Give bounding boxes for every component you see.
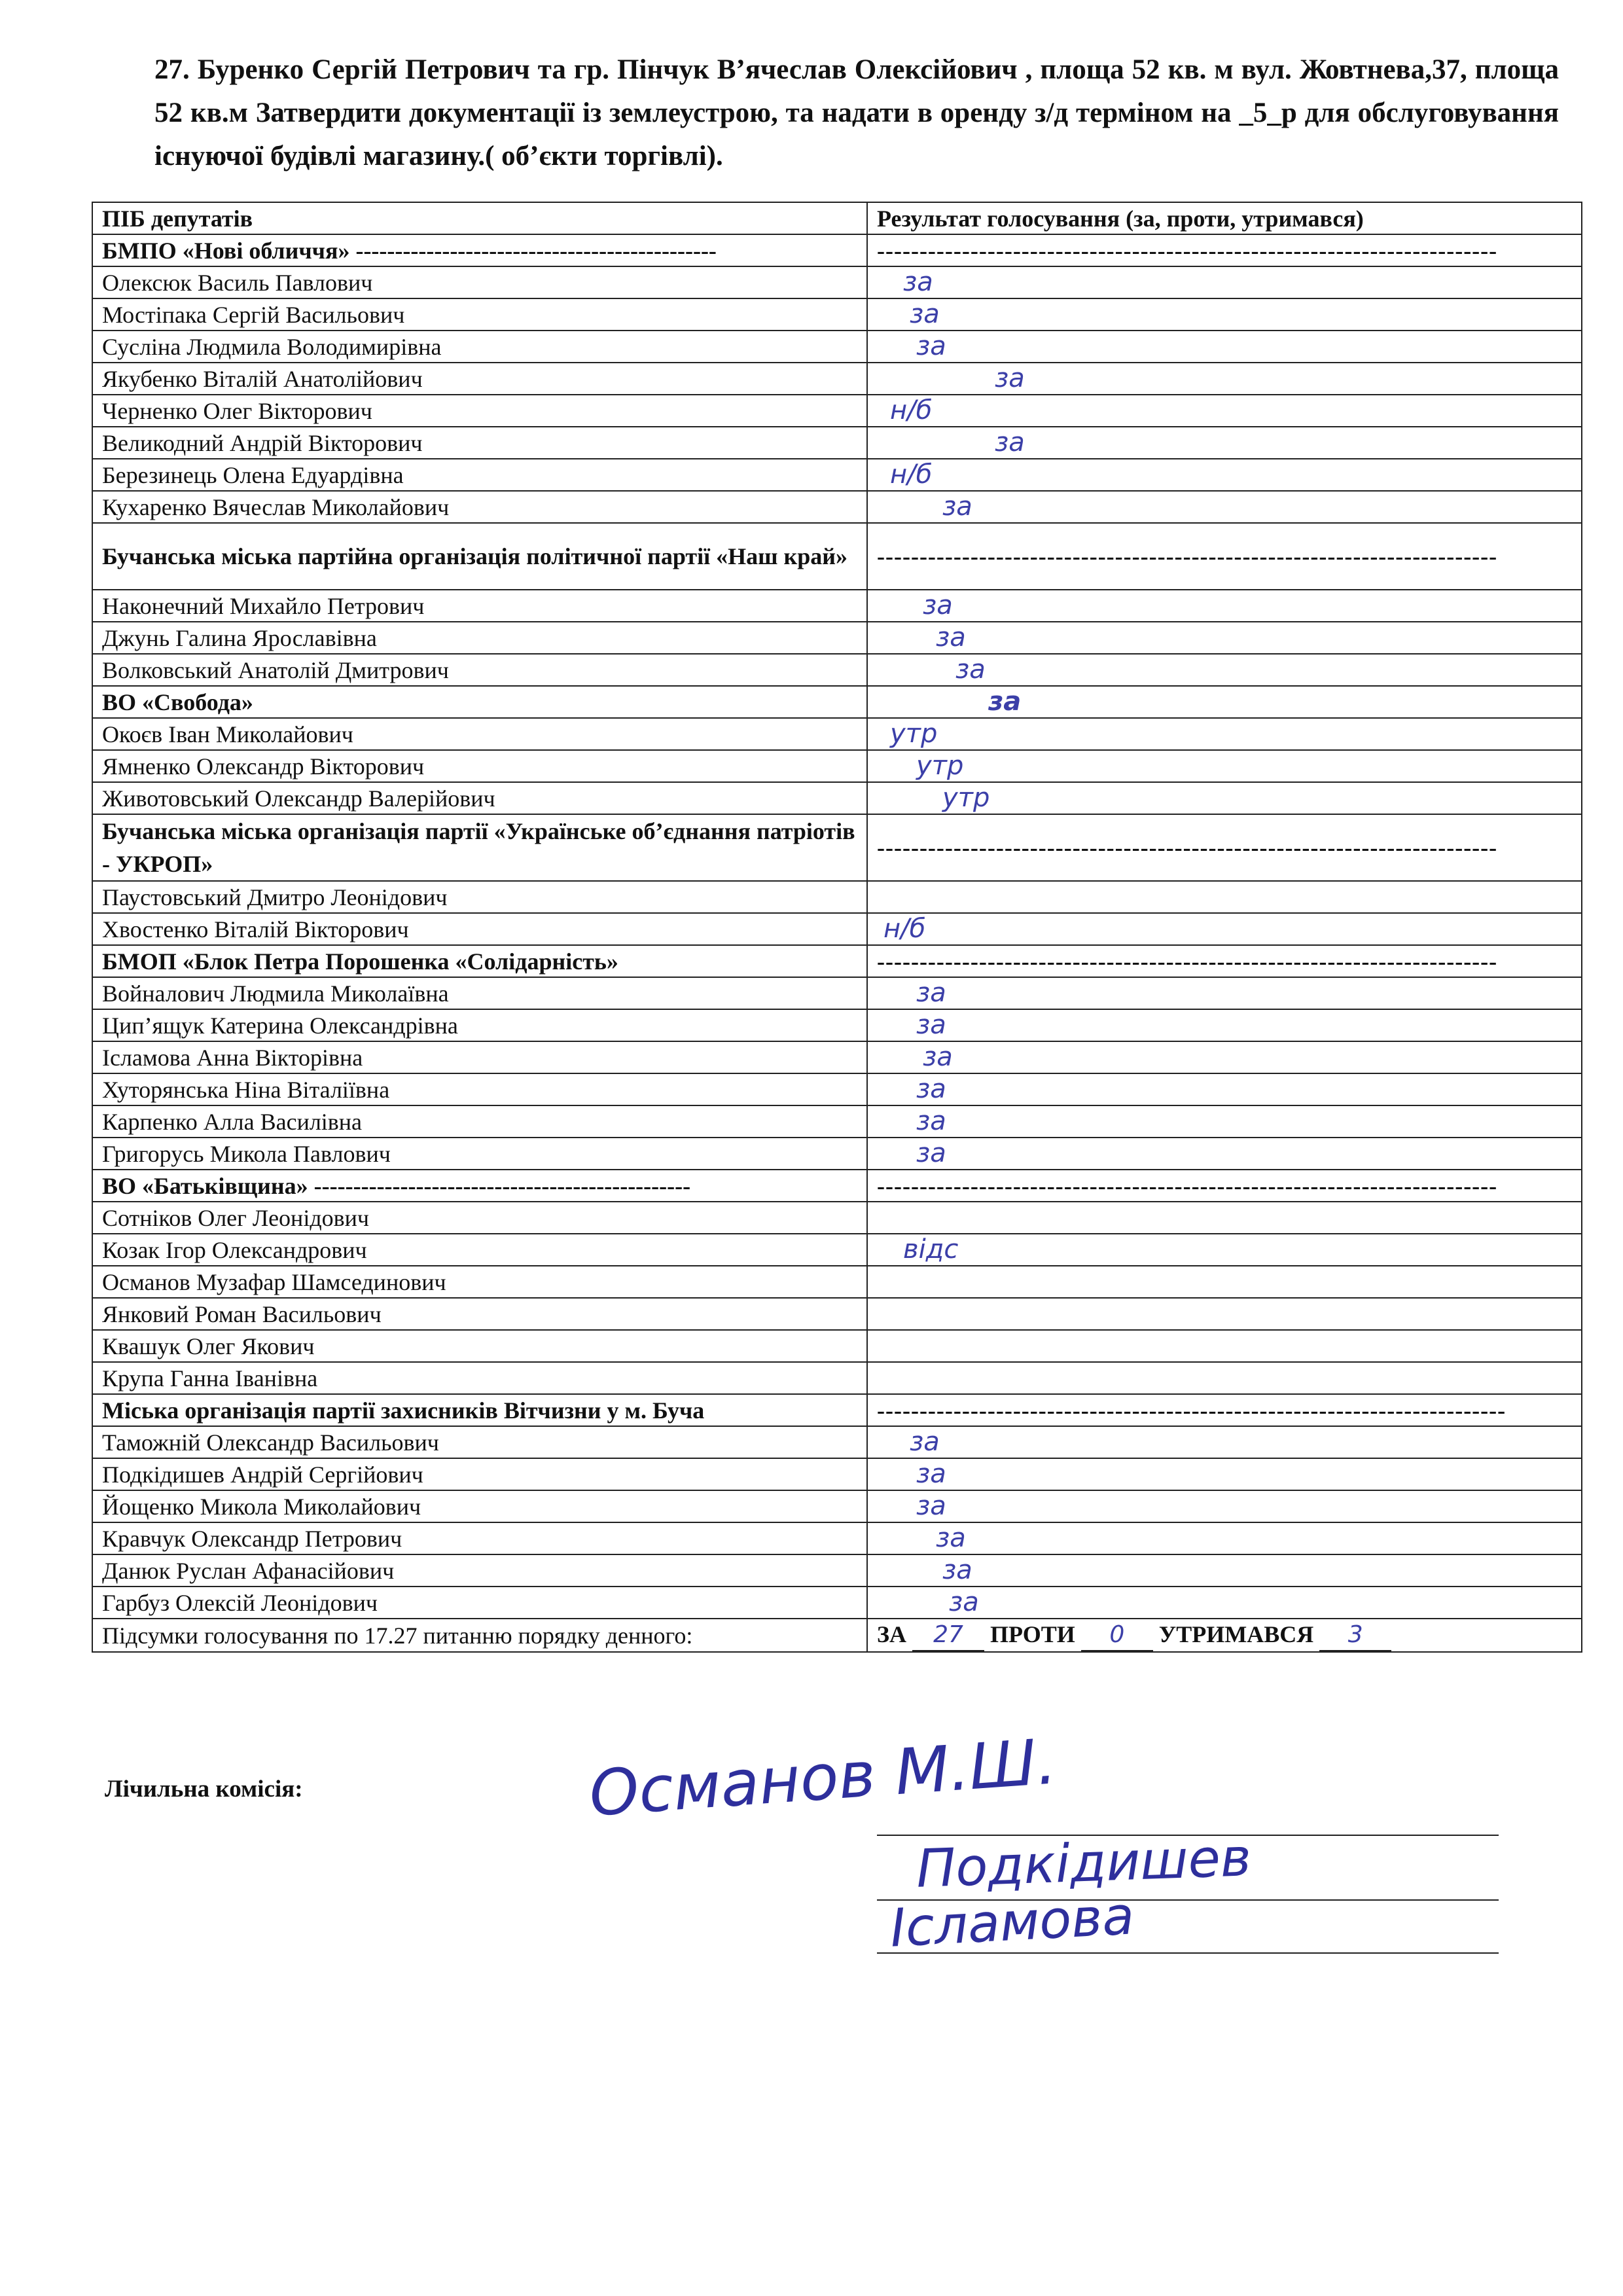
deputy-row xyxy=(92,1522,1582,1554)
handwritten-vote: за xyxy=(916,1459,946,1489)
handwritten-vote: за xyxy=(995,427,1025,457)
vote-result-cell xyxy=(867,1458,1582,1490)
handwritten-vote: за xyxy=(936,622,966,653)
vote-result-cell xyxy=(867,1266,1582,1298)
deputy-name: Османов Музафар Шамсединович xyxy=(92,1266,867,1298)
vote-result-cell xyxy=(867,750,1582,782)
vote-result-cell xyxy=(867,1298,1582,1330)
deputy-name: Крупа Ганна Іванівна xyxy=(92,1362,867,1394)
summary-row xyxy=(92,1619,1582,1652)
deputy-row xyxy=(92,1266,1582,1298)
vote-result-cell xyxy=(867,1522,1582,1554)
handwritten-vote: за xyxy=(988,687,1022,717)
deputy-name: Березинець Олена Едуардівна xyxy=(92,459,867,491)
party-row xyxy=(92,234,1582,266)
summary-za-label: ЗА xyxy=(877,1621,906,1647)
signature-3: Ісламова xyxy=(888,1885,1136,1959)
party-result-dashes: ------------------------------------------------------------------------- xyxy=(867,1170,1582,1202)
deputy-name: Сотніков Олег Леонідович xyxy=(92,1202,867,1234)
party-result-dashes: ------------------------------------------------------------------------- xyxy=(867,814,1582,881)
deputy-name: Якубенко Віталій Анатолійович xyxy=(92,363,867,395)
deputy-row xyxy=(92,266,1582,298)
party-row xyxy=(92,945,1582,977)
deputy-row xyxy=(92,1330,1582,1362)
vote-result-cell xyxy=(867,1138,1582,1170)
voting-table xyxy=(92,202,1582,1653)
deputy-row xyxy=(92,1426,1582,1458)
handwritten-vote: за xyxy=(916,1074,946,1104)
vote-result-cell xyxy=(867,622,1582,654)
deputy-row xyxy=(92,427,1582,459)
vote-result-cell xyxy=(867,1073,1582,1105)
vote-result-cell xyxy=(867,1202,1582,1234)
party-result-dashes: -------------------------------------------------------------------------- xyxy=(867,1394,1582,1426)
party-name: ВО «Свобода» xyxy=(92,686,867,718)
deputy-row xyxy=(92,1298,1582,1330)
vote-result-cell xyxy=(867,266,1582,298)
deputy-row xyxy=(92,1202,1582,1234)
vote-result-cell xyxy=(867,1490,1582,1522)
deputy-name: Козак Ігор Олександрович xyxy=(92,1234,867,1266)
deputy-name: Окоєв Іван Миколайович xyxy=(92,718,867,750)
deputy-name: Ямненко Олександр Вікторович xyxy=(92,750,867,782)
vote-result-cell xyxy=(867,654,1582,686)
handwritten-vote: за xyxy=(942,492,972,522)
deputy-row xyxy=(92,1073,1582,1105)
summary-za-value: 27 xyxy=(912,1620,984,1651)
table-header-row xyxy=(92,202,1582,234)
deputy-name: Цип’ящук Катерина Олександрівна xyxy=(92,1009,867,1041)
handwritten-vote: за xyxy=(916,1138,946,1168)
vote-result-cell xyxy=(867,1330,1582,1362)
deputy-name: Кравчук Олександр Петрович xyxy=(92,1522,867,1554)
deputy-name: Наконечний Михайло Петрович xyxy=(92,590,867,622)
deputy-name: Олексюк Василь Павлович xyxy=(92,266,867,298)
handwritten-vote: за xyxy=(910,299,940,329)
deputy-row xyxy=(92,1105,1582,1138)
handwritten-vote: за xyxy=(955,655,986,685)
vote-result-cell xyxy=(867,1587,1582,1619)
deputy-row xyxy=(92,1362,1582,1394)
deputy-name: Черненко Олег Вікторович xyxy=(92,395,867,427)
deputy-row xyxy=(92,718,1582,750)
handwritten-vote: за xyxy=(916,1491,946,1521)
vote-result-cell xyxy=(867,298,1582,331)
handwritten-vote: н/б xyxy=(890,459,933,490)
deputy-row xyxy=(92,913,1582,945)
summary-utrymavsia-value: 3 xyxy=(1319,1620,1391,1651)
vote-result-cell xyxy=(867,1105,1582,1138)
handwritten-vote: за xyxy=(949,1587,979,1617)
vote-result-cell xyxy=(867,331,1582,363)
party-name: Бучанська міська партійна організація політичної партії «Наш край» xyxy=(92,523,867,590)
result-column-header: Результат голосування (за, проти, утримався) xyxy=(867,202,1582,234)
vote-result-cell xyxy=(867,782,1582,814)
deputy-name: Квашук Олег Якович xyxy=(92,1330,867,1362)
deputy-row xyxy=(92,1041,1582,1073)
handwritten-vote: н/б xyxy=(890,395,933,425)
handwritten-vote: за xyxy=(916,978,946,1008)
vote-result-cell xyxy=(867,363,1582,395)
vote-result-cell xyxy=(867,1426,1582,1458)
handwritten-vote: за xyxy=(910,1427,940,1457)
deputy-name: Сусліна Людмила Володимирівна xyxy=(92,331,867,363)
vote-result-cell xyxy=(867,913,1582,945)
vote-result-cell xyxy=(867,977,1582,1009)
deputy-row xyxy=(92,1458,1582,1490)
party-row xyxy=(92,1394,1582,1426)
summary-result xyxy=(867,1619,1582,1652)
vote-result-cell xyxy=(867,427,1582,459)
handwritten-vote: утр xyxy=(890,719,938,749)
deputy-row xyxy=(92,363,1582,395)
party-row xyxy=(92,814,1582,881)
handwritten-vote: утр xyxy=(942,783,990,813)
deputy-row xyxy=(92,331,1582,363)
deputy-row xyxy=(92,459,1582,491)
handwritten-vote: за xyxy=(942,1555,972,1585)
deputy-row xyxy=(92,590,1582,622)
deputy-name: Карпенко Алла Василівна xyxy=(92,1105,867,1138)
deputy-row xyxy=(92,491,1582,523)
deputy-name: Хвостенко Віталій Вікторович xyxy=(92,913,867,945)
vote-result-cell xyxy=(867,459,1582,491)
deputy-name: Волковський Анатолій Дмитрович xyxy=(92,654,867,686)
handwritten-vote: за xyxy=(995,363,1025,393)
handwritten-vote: за xyxy=(923,1042,953,1072)
party-row xyxy=(92,1170,1582,1202)
vote-result-cell xyxy=(867,881,1582,913)
handwritten-vote: за xyxy=(916,1106,946,1136)
signature-1: Османов М.Ш. xyxy=(586,1725,1059,1831)
party-row xyxy=(92,686,1582,718)
deputy-row xyxy=(92,1138,1582,1170)
handwritten-vote: за xyxy=(916,1010,946,1040)
party-name: Бучанська міська організація партії «Українське об’єднання патріотів - УКРОП» xyxy=(92,814,867,881)
deputy-name: Джунь Галина Ярославівна xyxy=(92,622,867,654)
deputy-name: Войналович Людмила Миколаївна xyxy=(92,977,867,1009)
deputy-row xyxy=(92,622,1582,654)
deputy-name: Кухаренко Вячеслав Миколайович xyxy=(92,491,867,523)
deputies-column-header: ПІБ депутатів xyxy=(92,202,867,234)
deputy-name: Хуторянська Ніна Віталіївна xyxy=(92,1073,867,1105)
party-result-dashes: ------------------------------------------------------------------------- xyxy=(867,523,1582,590)
deputy-name: Великодний Андрій Вікторович xyxy=(92,427,867,459)
vote-result-cell xyxy=(867,1234,1582,1266)
deputy-row xyxy=(92,977,1582,1009)
deputy-name: Григорусь Микола Павлович xyxy=(92,1138,867,1170)
vote-result-cell xyxy=(867,395,1582,427)
vote-result-cell xyxy=(867,491,1582,523)
deputy-row xyxy=(92,1490,1582,1522)
party-result-dashes: ------------------------------------------------------------------------- xyxy=(867,945,1582,977)
deputy-name: Паустовський Дмитро Леонідович xyxy=(92,881,867,913)
handwritten-vote: за xyxy=(936,1523,966,1553)
handwritten-vote: за xyxy=(916,331,946,361)
counting-commission-label: Лічильна комісія: xyxy=(105,1776,303,1803)
summary-utrymavsia-label: УТРИМАВСЯ xyxy=(1158,1621,1314,1647)
deputy-name: Йощенко Микола Миколайович xyxy=(92,1490,867,1522)
handwritten-vote: за xyxy=(923,590,953,620)
deputy-row xyxy=(92,1554,1582,1587)
deputy-row xyxy=(92,298,1582,331)
deputy-name: Ісламова Анна Вікторівна xyxy=(92,1041,867,1073)
deputy-name: Янковий Роман Васильович xyxy=(92,1298,867,1330)
signature-2: Подкідишев xyxy=(915,1827,1253,1899)
deputy-row xyxy=(92,1587,1582,1619)
summary-proty-label: ПРОТИ xyxy=(990,1621,1075,1647)
vote-result-cell xyxy=(867,1009,1582,1041)
deputy-name: Гарбуз Олексій Леонідович xyxy=(92,1587,867,1619)
deputy-name: Мостіпака Сергій Васильович xyxy=(92,298,867,331)
agenda-item-heading: 27. Буренко Сергій Петрович та гр. Пінчук В’ячеслав Олексійович , площа 52 кв. м вул. Жовтнева,37, площа 52 кв.м Затвердити документації із землеустрою, та надати в оренду з/д терміном на _5_р для обслуговування існуючої будівлі магазину.( об’єкти торгівлі). xyxy=(154,54,1559,171)
party-name: БМОП «Блок Петра Порошенка «Солідарність» xyxy=(92,945,867,977)
deputy-name: Подкідишев Андрій Сергійович xyxy=(92,1458,867,1490)
vote-result-cell xyxy=(867,590,1582,622)
handwritten-vote: за xyxy=(903,267,933,297)
vote-result-cell xyxy=(867,686,1582,718)
party-row xyxy=(92,523,1582,590)
deputy-name: Данюк Руслан Афанасійович xyxy=(92,1554,867,1587)
vote-result-cell xyxy=(867,1554,1582,1587)
deputy-name: Животовський Олександр Валерійович xyxy=(92,782,867,814)
deputy-row xyxy=(92,782,1582,814)
party-name: Міська організація партії захисників Вітчизни у м. Буча xyxy=(92,1394,867,1426)
party-name: БМПО «Нові обличчя» ---------------------------------------------- xyxy=(92,234,867,266)
party-name: ВО «Батьківщина» ------------------------------------------------ xyxy=(92,1170,867,1202)
deputy-row xyxy=(92,1234,1582,1266)
deputy-row xyxy=(92,395,1582,427)
summary-label: Підсумки голосування по 17.27 питанню порядку денного: xyxy=(92,1619,867,1652)
vote-result-cell xyxy=(867,1362,1582,1394)
deputy-row xyxy=(92,881,1582,913)
deputy-row xyxy=(92,1009,1582,1041)
deputy-row xyxy=(92,750,1582,782)
deputy-name: Таможній Олександр Васильович xyxy=(92,1426,867,1458)
vote-result-cell xyxy=(867,1041,1582,1073)
deputy-row xyxy=(92,654,1582,686)
party-result-dashes: ------------------------------------------------------------------------- xyxy=(867,234,1582,266)
handwritten-vote: утр xyxy=(916,751,964,781)
handwritten-vote: н/б xyxy=(883,914,926,944)
voting-table-body xyxy=(92,202,1582,1652)
handwritten-vote: відс xyxy=(903,1234,959,1265)
summary-proty-value: 0 xyxy=(1081,1620,1153,1651)
vote-result-cell xyxy=(867,718,1582,750)
